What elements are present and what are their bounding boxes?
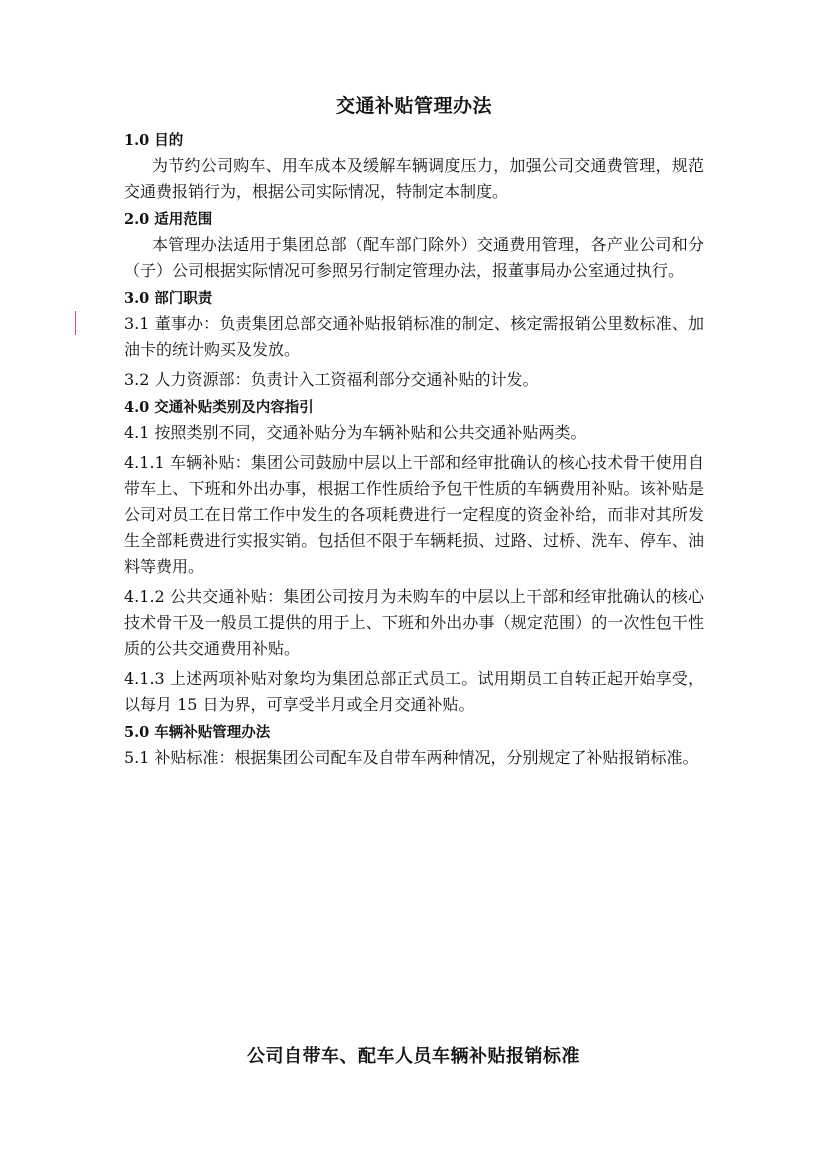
section-heading-scope: 2.0 适用范围	[124, 211, 213, 228]
paragraph-purpose: 为节约公司购车、用车成本及缓解车辆调度压力，加强公司交通费管理，规范交通费报销行为，根据公司实际情况，特制定本制度。	[124, 156, 704, 201]
section-heading-subsidy-types: 4.0 交通补贴类别及内容指引	[124, 399, 314, 416]
paragraph-5-1: 5.1 补贴标准：根据集团公司配车及自带车两种情况，分别规定了补贴报销标准。	[124, 748, 699, 767]
paragraph-4-1-2: 4.1.2 公共交通补贴：集团公司按月为未购车的中层以上干部和经审批确认的核心技术骨干及一般员工提供的用于上、下班和外出办事（规定范围）的一次性包干性质的公共交通费用补贴。	[124, 587, 704, 658]
table-title: 公司自带车、配车人员车辆补贴报销标准	[247, 1046, 580, 1067]
paragraph-4-1: 4.1 按照类别不同，交通补贴分为车辆补贴和公共交通补贴两类。	[124, 423, 587, 442]
section-heading-responsibilities: 3.0 部门职责	[124, 290, 213, 307]
paragraph-scope: 本管理办法适用于集团总部（配车部门除外）交通费用管理，各产业公司和分（子）公司根据实际情况可参照另行制定管理办法，报董事局办公室通过执行。	[124, 235, 704, 280]
document-body	[124, 92, 704, 775]
document-title: 交通补贴管理办法	[335, 95, 492, 117]
section-heading-vehicle-subsidy: 5.0 车辆补贴管理办法	[124, 724, 271, 741]
paragraph-4-1-1: 4.1.1 车辆补贴：集团公司鼓励中层以上干部和经审批确认的核心技术骨干使用自带车上、下班和外出办事，根据工作性质给予包干性质的车辆费用补贴。该补贴是公司对员工在日常工作中发生的各项耗费进行一定程度的资金补给，而非对其所发生全部耗费进行实报实销。包括但不限于车辆耗损、过路、过桥、洗车、停车、油料等费用。	[124, 453, 704, 576]
text-cursor-marker	[75, 311, 76, 335]
paragraph-4-1-3: 4.1.3 上述两项补贴对象均为集团总部正式员工。试用期员工自转正起开始享受，以每月 15 日为界，可享受半月或全月交通补贴。	[124, 669, 704, 714]
section-heading-purpose: 1.0 目的	[124, 132, 184, 149]
paragraph-3-2: 3.2 人力资源部：负责计入工资福利部分交通补贴的计发。	[124, 370, 539, 389]
paragraph-3-1: 3.1 董事办：负责集团总部交通补贴报销标准的制定、核定需报销公里数标准、加油卡的统计购买及发放。	[124, 314, 704, 359]
